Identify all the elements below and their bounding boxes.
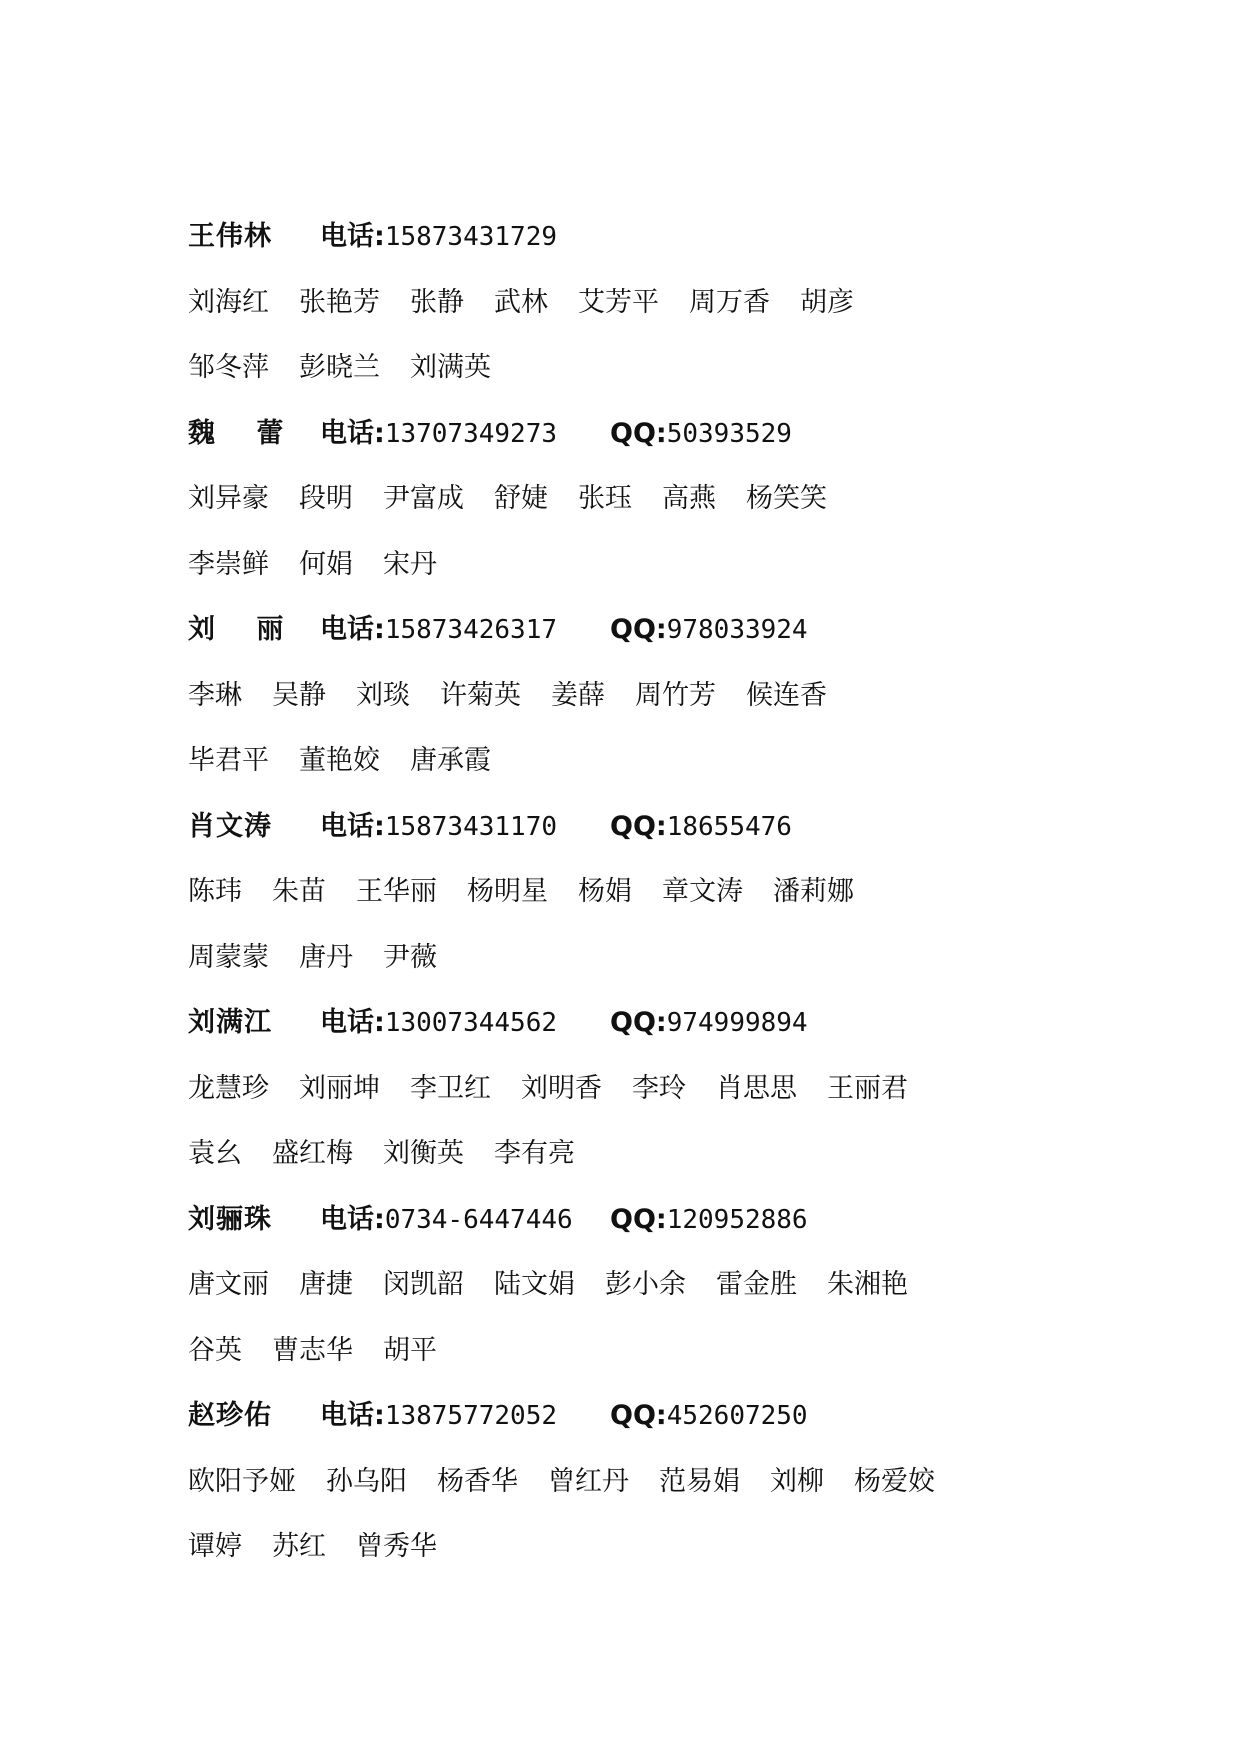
member-name: 杨香华 [437, 1465, 518, 1497]
member-name: 孙乌阳 [326, 1465, 407, 1497]
member-name: 章文涛 [662, 876, 743, 907]
member-name: 曹志华 [272, 1334, 353, 1366]
phone-label: 电话: [320, 810, 385, 842]
member-name: 唐文丽 [188, 1269, 269, 1300]
member-name: 武林 [494, 286, 548, 318]
member-row [188, 1270, 1188, 1336]
member-name: 刘明香 [521, 1072, 602, 1104]
member-name: 周蒙蒙 [188, 941, 269, 973]
member-name: 胡平 [383, 1334, 437, 1366]
member-name: 李崇鲜 [188, 548, 269, 580]
phone-number: 0734-6447446 [384, 1204, 573, 1235]
member-row [188, 877, 1188, 943]
member-name: 毕君平 [188, 745, 269, 776]
member-name: 舒婕 [494, 483, 548, 514]
member-name: 彭小余 [605, 1269, 686, 1300]
phone-label: 电话: [320, 1400, 385, 1431]
member-name: 董艳姣 [299, 745, 380, 776]
phone-field [320, 1008, 610, 1038]
member-name: 刘异豪 [188, 483, 269, 514]
member-name: 唐捷 [299, 1269, 353, 1300]
member-name: 袁幺 [188, 1138, 242, 1169]
leader-name: 刘 丽 [188, 614, 300, 645]
qq-field [610, 812, 792, 842]
qq-number: 50393529 [666, 418, 792, 449]
member-name: 胡彦 [800, 286, 854, 318]
qq-label: QQ: [610, 417, 667, 449]
qq-field [610, 419, 792, 449]
qq-label: QQ: [610, 810, 667, 842]
member-row [188, 1139, 1188, 1205]
member-name: 陈玮 [188, 876, 242, 907]
qq-number: 974999894 [666, 1008, 808, 1038]
phone-field [320, 1205, 610, 1235]
member-name: 潘莉娜 [773, 876, 854, 907]
qq-number: 120952886 [666, 1204, 808, 1235]
qq-number: 18655476 [666, 811, 792, 842]
member-name: 姜薛 [551, 679, 605, 711]
qq-number: 978033924 [666, 615, 808, 645]
member-row [188, 550, 1188, 616]
phone-label: 电话: [320, 1007, 385, 1038]
member-name: 闵凯韶 [383, 1269, 464, 1300]
member-row [188, 1074, 1188, 1140]
qq-label: QQ: [610, 614, 667, 645]
phone-label: 电话: [320, 221, 385, 252]
member-name: 李玲 [632, 1072, 686, 1104]
member-name: 龙慧珍 [188, 1072, 269, 1104]
phone-number: 13707349273 [384, 418, 557, 449]
leader-name: 刘满江 [188, 1007, 272, 1038]
group-header [188, 1008, 1188, 1074]
member-name: 杨明星 [467, 876, 548, 907]
member-name: 谭婷 [188, 1531, 242, 1562]
member-row [188, 681, 1188, 747]
member-name: 雷金胜 [716, 1269, 797, 1300]
leader-name: 赵珍佑 [188, 1400, 272, 1431]
member-name: 谷英 [188, 1334, 242, 1366]
member-name: 张艳芳 [299, 286, 380, 318]
member-name: 尹富成 [383, 483, 464, 514]
member-row [188, 484, 1188, 550]
phone-number: 13875772052 [384, 1401, 557, 1431]
member-name: 唐丹 [299, 941, 353, 973]
phone-number: 13007344562 [384, 1008, 557, 1038]
group-header [188, 419, 1188, 485]
member-name: 张珏 [578, 483, 632, 514]
member-name: 周竹芳 [635, 679, 716, 711]
member-name: 肖思思 [716, 1072, 797, 1104]
leader-name: 魏 蕾 [188, 417, 300, 449]
phone-number: 15873426317 [384, 615, 557, 645]
member-row [188, 288, 1188, 354]
member-name: 许菊英 [440, 679, 521, 711]
member-name: 候连香 [746, 679, 827, 711]
qq-number: 452607250 [666, 1401, 808, 1431]
member-row [188, 1336, 1188, 1402]
member-name: 杨笑笑 [746, 483, 827, 514]
member-name: 欧阳予娅 [188, 1465, 296, 1497]
phone-label: 电话: [320, 417, 385, 449]
contact-list [188, 222, 1188, 1598]
qq-label: QQ: [610, 1203, 667, 1235]
phone-field [320, 1401, 610, 1431]
member-name: 王丽君 [827, 1072, 908, 1104]
member-row [188, 1532, 1188, 1598]
phone-number: 15873431170 [384, 811, 557, 842]
group-header [188, 615, 1188, 681]
member-name: 朱湘艳 [827, 1269, 908, 1300]
member-name: 杨爱姣 [854, 1465, 935, 1497]
phone-number: 15873431729 [384, 222, 557, 252]
member-name: 高燕 [662, 483, 716, 514]
phone-field [320, 222, 610, 252]
group-header [188, 1401, 1188, 1467]
member-name: 段明 [299, 483, 353, 514]
group-header [188, 812, 1188, 878]
member-name: 尹薇 [383, 941, 437, 973]
member-name: 王华丽 [356, 876, 437, 907]
member-name: 陆文娟 [494, 1269, 575, 1300]
member-name: 曾红丹 [548, 1465, 629, 1497]
member-name: 苏红 [272, 1531, 326, 1562]
qq-field [610, 1401, 808, 1431]
qq-label: QQ: [610, 1007, 667, 1038]
member-name: 刘海红 [188, 286, 269, 318]
member-name: 张静 [410, 286, 464, 318]
member-name: 范易娟 [659, 1465, 740, 1497]
group-header [188, 222, 1188, 288]
phone-label: 电话: [320, 614, 385, 645]
member-name: 李卫红 [410, 1072, 491, 1104]
member-name: 李琳 [188, 679, 242, 711]
member-row [188, 1467, 1188, 1533]
phone-label: 电话: [320, 1203, 385, 1235]
member-name: 刘琰 [356, 679, 410, 711]
member-name: 彭晓兰 [299, 352, 380, 383]
phone-field [320, 812, 610, 842]
phone-field [320, 419, 610, 449]
member-name: 刘丽坤 [299, 1072, 380, 1104]
member-row [188, 746, 1188, 812]
leader-name: 肖文涛 [188, 810, 272, 842]
group-header [188, 1205, 1188, 1271]
member-name: 李有亮 [494, 1138, 575, 1169]
member-name: 刘满英 [410, 352, 491, 383]
qq-label: QQ: [610, 1400, 667, 1431]
member-name: 曾秀华 [356, 1531, 437, 1562]
member-name: 周万香 [689, 286, 770, 318]
member-name: 吴静 [272, 679, 326, 711]
member-name: 唐承霞 [410, 745, 491, 776]
leader-name: 刘骊珠 [188, 1203, 272, 1235]
member-row [188, 943, 1188, 1009]
qq-field [610, 1008, 808, 1038]
member-name: 刘柳 [770, 1465, 824, 1497]
member-name: 宋丹 [383, 548, 437, 580]
member-name: 何娟 [299, 548, 353, 580]
member-name: 刘衡英 [383, 1138, 464, 1169]
phone-field [320, 615, 610, 645]
member-name: 艾芳平 [578, 286, 659, 318]
member-name: 杨娟 [578, 876, 632, 907]
leader-name: 王伟林 [188, 221, 272, 252]
qq-field [610, 615, 808, 645]
member-name: 朱苗 [272, 876, 326, 907]
member-row [188, 353, 1188, 419]
qq-field [610, 1205, 808, 1235]
member-name: 盛红梅 [272, 1138, 353, 1169]
member-name: 邹冬萍 [188, 352, 269, 383]
